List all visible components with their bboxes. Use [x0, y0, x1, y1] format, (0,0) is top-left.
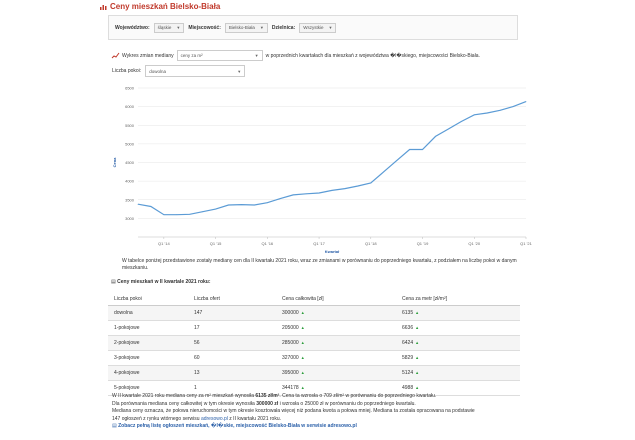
y-tick-label: 5000 — [125, 141, 134, 147]
cell-total-price-value: 285000 — [282, 339, 299, 346]
x-tick-label: Q1 '19 — [416, 241, 429, 246]
full-list-row — [112, 423, 532, 431]
data-point — [409, 149, 410, 150]
data-point — [500, 110, 501, 111]
cell-price-per-m2 — [396, 350, 520, 365]
data-point — [293, 195, 294, 196]
chevron-down-icon: ▼ — [328, 25, 333, 30]
table-row — [108, 305, 520, 320]
cell-total-price-value: 327000 — [282, 354, 299, 361]
data-point — [267, 202, 268, 203]
table-row — [108, 320, 520, 335]
data-point — [357, 186, 358, 187]
footer-line-1 — [112, 393, 532, 401]
footer-line-2 — [112, 401, 532, 409]
x-tick-label: Q1 '16 — [261, 241, 274, 246]
x-tick-label: Q1 '14 — [158, 241, 170, 246]
measure-select[interactable] — [177, 50, 263, 61]
data-point — [280, 198, 281, 199]
table-heading — [111, 279, 211, 285]
trend-up-icon: ▲ — [415, 339, 420, 345]
bar-chart-icon — [100, 4, 107, 10]
x-tick-label: Q1 '21 — [520, 241, 532, 246]
trend-up-icon: ▲ — [300, 354, 305, 360]
trend-up-icon: ▲ — [415, 309, 420, 315]
cell-total-price — [276, 365, 396, 380]
trend-up-icon: ▲ — [415, 369, 420, 375]
footer-l2b: 300000 zł — [256, 400, 279, 407]
cell-price-per-m2-value: 5124 — [402, 369, 414, 376]
chart-prefix-text: Wykres zmian mediany — [122, 52, 174, 59]
data-point — [461, 121, 462, 122]
voivodeship-value: śląskie — [157, 25, 172, 30]
cell-price-per-m2 — [396, 365, 520, 380]
y-tick-label: 4000 — [125, 178, 134, 184]
y-tick-label: 4500 — [125, 160, 134, 165]
trend-up-icon: ▲ — [300, 324, 305, 330]
cell-offers-value: 17 — [194, 324, 200, 331]
series-line — [138, 102, 526, 215]
trend-up-icon: ▲ — [300, 339, 305, 345]
city-label: Miejscowość: — [188, 24, 221, 31]
cell-price-per-m2-value: 6636 — [402, 324, 414, 331]
cell-offers-value: 60 — [194, 354, 200, 361]
voivodeship-label: Województwo: — [115, 24, 150, 31]
cell-total-price — [276, 305, 396, 320]
list-icon: ▤ — [112, 423, 117, 430]
data-point — [176, 214, 177, 215]
cell-rooms-value: 1-pokojowe — [114, 324, 140, 331]
data-point — [319, 193, 320, 194]
chevron-down-icon: ▼ — [176, 25, 181, 30]
cell-offers — [188, 305, 276, 320]
measure-value: ceny za m² — [180, 53, 203, 58]
page-title-text: Ceny mieszkań Bielsko-Biała — [110, 2, 221, 11]
price-line-chart — [108, 80, 532, 258]
y-tick-label: 3500 — [125, 197, 134, 203]
x-tick-label: Q1 '17 — [313, 241, 325, 246]
rooms-select[interactable] — [145, 65, 245, 77]
cell-price-per-m2 — [396, 305, 520, 320]
trend-up-icon: ▲ — [300, 384, 305, 390]
chevron-down-icon: ▼ — [254, 53, 259, 58]
col-offers: Liczba ofert — [188, 294, 276, 305]
data-point — [189, 214, 190, 215]
district-select[interactable] — [299, 23, 336, 33]
data-point — [254, 205, 255, 206]
data-point — [448, 129, 449, 130]
cell-total-price-value: 395000 — [282, 369, 299, 376]
table-row — [108, 350, 520, 365]
voivodeship-select[interactable] — [154, 23, 185, 33]
city-value: Bielsko-Biała — [228, 25, 255, 30]
cell-price-per-m2-value: 6135 — [402, 309, 414, 316]
cell-rooms-value: 4-pokojowe — [114, 369, 140, 376]
data-point — [435, 136, 436, 137]
cell-total-price-value: 300000 — [282, 309, 299, 316]
x-tick-label: Q1 '15 — [209, 241, 222, 246]
table-header-row — [108, 294, 520, 305]
data-point — [383, 171, 384, 172]
data-point — [215, 209, 216, 210]
chart-suffix-text: w poprzednich kwartałach dla mieszkań z województwa �l�skiego, miejscowości Bielsko-Biała. — [265, 52, 480, 59]
y-tick-label: 6000 — [125, 104, 134, 110]
cell-rooms — [108, 305, 188, 320]
data-point — [241, 204, 242, 205]
district-value: Wszystkie — [303, 25, 324, 30]
cell-price-per-m2-value: 4988 — [402, 384, 414, 391]
cell-price-per-m2-value: 6424 — [402, 339, 414, 346]
summary-text: W tabelce poniżej przedstawione zostały mediany cen dla II kwartału 2021 roku, wraz ze zmianami w porównaniu do poprzedniego kwartału, z podziałem na liczbę pokoi w danym mieszkaniu. — [122, 258, 517, 271]
cell-total-price — [276, 320, 396, 335]
filter-bar — [108, 15, 518, 40]
cell-offers — [188, 350, 276, 365]
table-row — [108, 335, 520, 350]
cell-total-price — [276, 335, 396, 350]
cell-rooms-value: 3-pokojowe — [114, 354, 140, 361]
data-point — [345, 188, 346, 189]
col-price-per-m2: Cena za metr [zł/m²] — [396, 294, 520, 305]
cell-total-price-value: 344178 — [282, 384, 299, 391]
data-point — [138, 204, 139, 205]
trend-up-icon: ▲ — [415, 324, 420, 330]
y-axis-label: Cena — [112, 157, 117, 168]
data-point — [513, 106, 514, 107]
col-total-price: Cena całkowita [zł] — [276, 294, 396, 305]
data-point — [396, 160, 397, 161]
cell-rooms-value: 5-pokojowe — [114, 384, 140, 391]
footer-l1b: 6135 zł/m² — [255, 393, 280, 399]
cell-offers-value: 1 — [194, 384, 197, 391]
data-point — [474, 114, 475, 115]
trend-up-icon: ▲ — [300, 309, 305, 315]
rooms-label: Liczba pokoi: — [112, 68, 142, 74]
district-label: Dzielnica: — [271, 24, 296, 31]
cell-offers-value: 147 — [194, 309, 203, 316]
footer-l2c: i wzrosła o 25000 zł w porównaniu do poprzedniego kwartału. — [279, 400, 416, 407]
cell-price-per-m2-value: 5829 — [402, 354, 414, 361]
cell-total-price — [276, 350, 396, 365]
data-point — [163, 214, 164, 215]
chevron-down-icon: ▼ — [259, 25, 264, 30]
trend-up-icon: ▲ — [415, 354, 420, 360]
chart-options-row — [112, 50, 480, 61]
trend-up-icon: ▲ — [300, 369, 305, 375]
cell-rooms-value: 2-pokojowe — [114, 339, 140, 346]
data-point — [332, 190, 333, 191]
full-list-link[interactable]: Zobacz pełną listę ogłoszeń mieszkań, �l�skie, miejscowość Bielsko-Biała w serwisie adresowo.pl — [118, 423, 357, 430]
col-rooms: Liczba pokoi — [108, 294, 188, 305]
x-axis-label: Kwartał — [324, 249, 340, 254]
footer-l4a: 147 ogłoszeń z rynku wtórnego serwisu — [112, 415, 200, 422]
chevron-down-icon: ▼ — [237, 68, 242, 74]
cell-rooms — [108, 335, 188, 350]
table-row — [108, 365, 520, 380]
y-tick-label: 3000 — [125, 215, 134, 221]
cell-rooms — [108, 350, 188, 365]
cell-offers — [188, 365, 276, 380]
footer-l4c: z II kwartału 2021 roku. — [229, 415, 281, 422]
line-chart-icon — [112, 53, 119, 59]
footer-l1a: W II kwartale 2021 roku mediana ceny za m² mieszkań wynosiła — [112, 393, 255, 399]
cell-offers-value: 13 — [194, 369, 200, 376]
data-point — [202, 211, 203, 212]
data-point — [370, 183, 371, 184]
table-heading-text: Ceny mieszkań w II kwartale 2021 roku: — [117, 279, 211, 285]
footer-text — [112, 393, 532, 431]
footer-l1c: . Cena ta wzrosła o 709 zł/m² w porównaniu do poprzedniego kwartału. — [279, 393, 437, 399]
data-point — [228, 205, 229, 206]
cell-total-price-value: 205000 — [282, 324, 299, 331]
page-title — [100, 2, 220, 11]
footer-l2a: Dla porównania mediana ceny całkowitej w tym okresie wynosiła — [112, 400, 255, 407]
rooms-value: dowolna — [149, 68, 166, 74]
cell-price-per-m2 — [396, 335, 520, 350]
cell-rooms-value: dowolna — [114, 309, 133, 316]
table-icon: ▤ — [111, 279, 116, 285]
data-point — [151, 206, 152, 207]
cell-price-per-m2 — [396, 320, 520, 335]
price-table — [108, 294, 520, 396]
data-point — [306, 193, 307, 194]
y-tick-label: 6500 — [125, 85, 134, 91]
footer-line-3: Mediana ceny oznacza, że połowa nieruchomości w tym okresie kosztowała więcej niż podana kwota a połowa mniej. Mediana ta została opracowana na podstawie — [112, 408, 475, 415]
cell-offers-value: 56 — [194, 339, 200, 346]
data-point — [526, 101, 527, 102]
x-tick-label: Q1 '18 — [364, 241, 377, 246]
y-tick-label: 5500 — [125, 122, 134, 128]
data-point — [487, 113, 488, 114]
data-point — [422, 149, 423, 150]
city-select[interactable] — [225, 23, 268, 33]
x-tick-label: Q1 '20 — [468, 241, 481, 246]
adresowo-link[interactable]: adresowo.pl — [200, 415, 228, 422]
cell-rooms — [108, 365, 188, 380]
cell-offers — [188, 320, 276, 335]
cell-rooms — [108, 320, 188, 335]
trend-up-icon: ▲ — [415, 384, 420, 390]
rooms-row — [112, 65, 245, 77]
cell-offers — [188, 335, 276, 350]
